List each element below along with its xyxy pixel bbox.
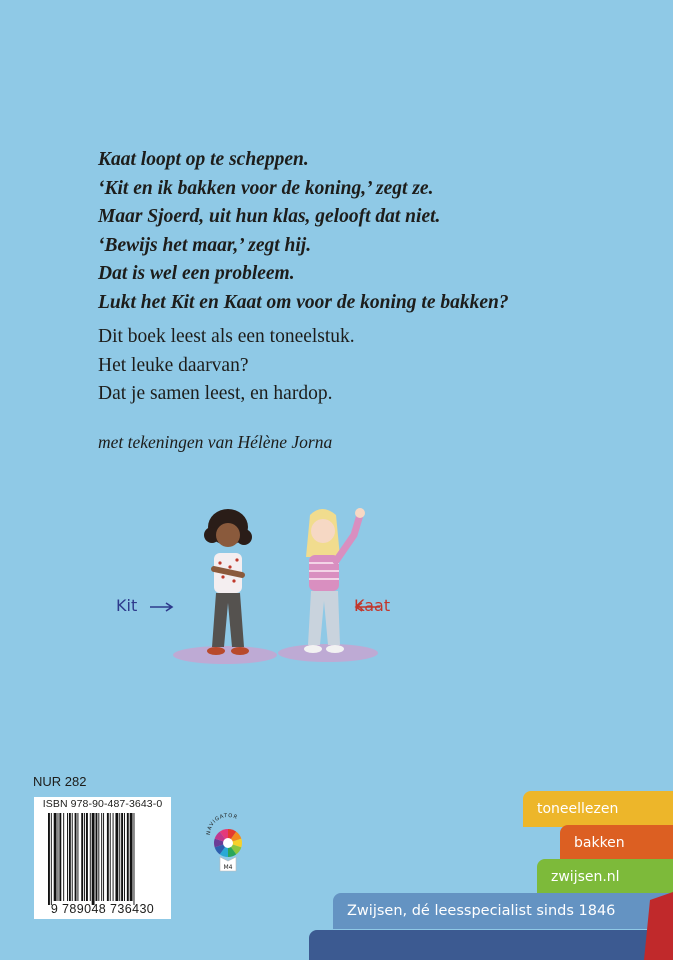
barcode-bar: [113, 813, 114, 901]
isbn-barcode: [34, 797, 171, 919]
barcode-bar: [67, 813, 68, 901]
barcode-bars: [34, 797, 171, 919]
kit-figure: [204, 509, 252, 655]
barcode-bar: [124, 813, 125, 901]
tab-publisher-slogan: Zwijsen, dé leesspecialist sinds 1846: [333, 893, 673, 929]
isbn-digits: 9 789048 736430: [50, 902, 155, 916]
blurb-line: ‘Kit en ik bakken voor de koning,’ zegt ze.: [98, 177, 434, 199]
tab-bakken: bakken: [560, 825, 673, 861]
kaat-figure: [304, 508, 365, 653]
barcode-bar: [63, 813, 64, 901]
label-kaat: Kaat: [354, 596, 391, 615]
barcode-bar: [98, 813, 99, 901]
navigator-logo: [200, 805, 256, 877]
isbn-text: ISBN 978-90-487-3643-0: [42, 798, 163, 810]
barcode-bar: [130, 813, 133, 901]
blurb-line: ‘Bewijs het maar,’ zegt hij.: [98, 234, 312, 256]
blurb-bold: [98, 146, 658, 317]
barcode-bar: [115, 813, 118, 901]
tab-toneellezen: toneellezen: [523, 791, 673, 827]
nur-code: NUR 282: [33, 774, 87, 789]
barcode-bar: [107, 813, 109, 901]
color-wheel-icon: [214, 829, 242, 857]
kit-arrow: [150, 603, 172, 611]
barcode-bar: [127, 813, 129, 901]
barcode-bar: [69, 813, 71, 901]
barcode-bar: [110, 813, 111, 901]
blurb-line: Het leuke daarvan?: [98, 354, 249, 376]
navigator-level: M4: [223, 864, 233, 871]
label-kit: Kit: [116, 596, 138, 615]
barcode-bar: [90, 813, 91, 901]
barcode-bar: [119, 813, 120, 901]
illustrator-credit: met tekeningen van Hélène Jorna: [98, 432, 333, 452]
barcode-bar: [84, 813, 85, 901]
barcode-bar: [81, 813, 83, 901]
navigator-word: NAVIGATOR: [205, 812, 239, 836]
barcode-bar: [72, 813, 73, 901]
barcode-bar: [48, 813, 50, 905]
barcode-bar: [54, 813, 57, 901]
barcode-bar: [96, 813, 98, 901]
barcode-bar: [75, 813, 77, 901]
barcode-bar: [59, 813, 61, 901]
blurb-line: Dit boek leest als een toneelstuk.: [98, 326, 355, 347]
barcode-bar: [58, 813, 59, 901]
blurb-line: Maar Sjoerd, uit hun klas, gelooft dat niet.: [98, 206, 441, 227]
barcode-bar: [103, 813, 104, 901]
characters-illustration: [110, 505, 450, 670]
barcode-bar: [92, 813, 95, 905]
blurb-line: Lukt het Kit en Kaat om voor de koning te bakken?: [98, 291, 509, 313]
tab-zwijsen-nl: zwijsen.nl: [537, 859, 673, 895]
barcode-bar: [121, 813, 123, 901]
barcode-bar: [101, 813, 102, 901]
tab-bottom-bar: [309, 930, 673, 960]
barcode-bar: [51, 813, 52, 905]
blurb-plain: [98, 323, 658, 409]
blurb-line: Dat is wel een probleem.: [98, 263, 295, 284]
red-flag-shape: [640, 892, 673, 960]
kit-shadow: [173, 646, 277, 664]
color-wheel-center: [223, 838, 233, 848]
blurb-line: Dat je samen leest, en hardop.: [98, 383, 333, 404]
barcode-bar: [134, 813, 135, 905]
barcode-bar: [86, 813, 88, 901]
blurb-line: Kaat loopt op te scheppen.: [98, 149, 309, 170]
barcode-bar: [77, 813, 78, 901]
